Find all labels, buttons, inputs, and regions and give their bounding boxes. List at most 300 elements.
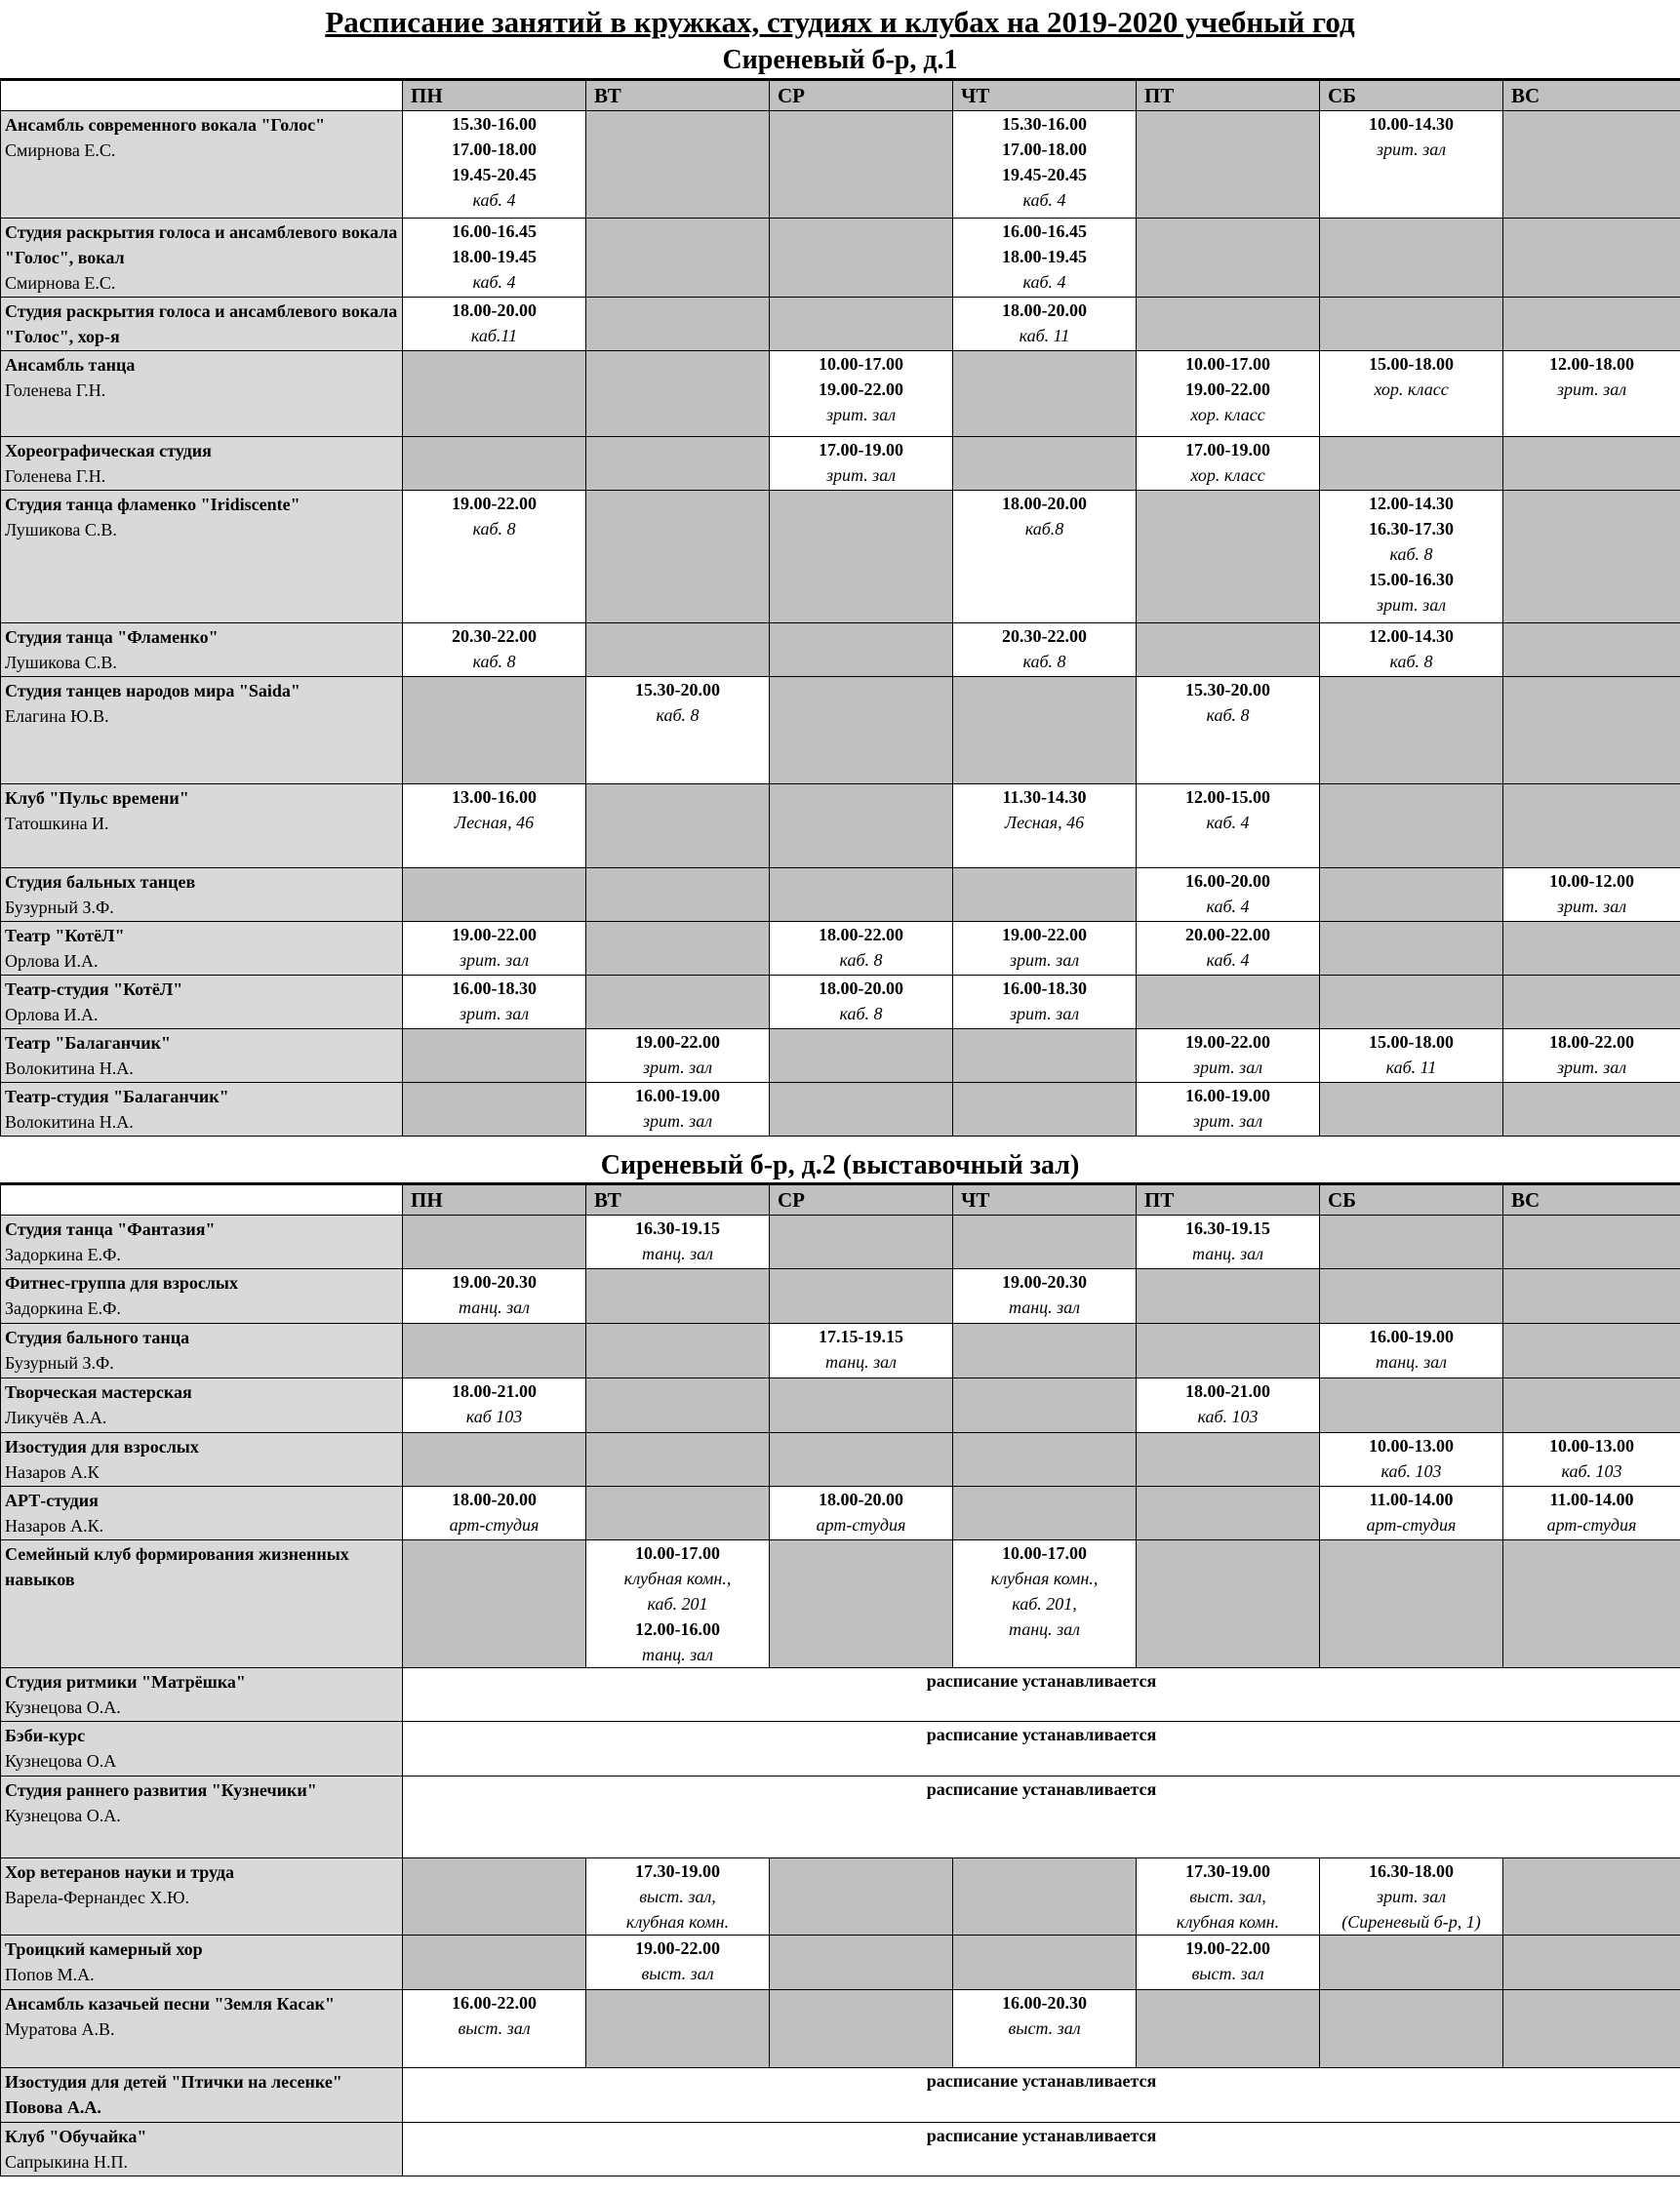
time-slot: 18.00-22.00	[770, 922, 952, 947]
activity-name: Студия танца фламенко "Iridiscente"	[5, 492, 398, 517]
time-slot: 17.00-19.00	[770, 437, 952, 462]
schedule-cell	[403, 1487, 586, 1540]
schedule-cell	[1503, 1083, 1680, 1137]
schedule-cell	[586, 922, 770, 976]
schedule-cell	[586, 111, 770, 219]
time-slot: 19.00-22.00	[403, 922, 585, 947]
activity-name: Театр "КотёЛ"	[5, 923, 398, 948]
schedule-cell	[1503, 1936, 1680, 1990]
schedule-cell	[1503, 491, 1680, 623]
schedule-cell	[1320, 623, 1503, 677]
schedule-cell	[770, 868, 953, 922]
teacher-name: Смирнова Е.С.	[5, 138, 398, 163]
schedule-cell	[403, 1433, 586, 1487]
room-label: каб. 4	[1137, 894, 1319, 919]
schedule-cell	[770, 1990, 953, 2068]
activity-name: Изостудия для взрослых	[5, 1434, 398, 1459]
schedule-cell	[586, 351, 770, 437]
schedule-cell	[1137, 868, 1320, 922]
time-slot: 16.00-19.00	[586, 1083, 769, 1108]
schedule-cell	[403, 219, 586, 298]
activity-name: Хор ветеранов науки и труда	[5, 1859, 398, 1885]
teacher-name: Лушикова С.В.	[5, 650, 398, 675]
schedule-cell	[403, 111, 586, 219]
schedule-cell	[1137, 111, 1320, 219]
schedule-cell	[770, 1378, 953, 1433]
schedule-cell	[953, 219, 1137, 298]
teacher-name: Татошкина И.	[5, 811, 398, 836]
schedule-cell	[403, 868, 586, 922]
day-header: ПН	[403, 80, 586, 111]
room-label: выст. зал,	[586, 1884, 769, 1909]
activity-name: Театр-студия "КотёЛ"	[5, 977, 398, 1002]
schedule-cell	[953, 868, 1137, 922]
room-label: каб.11	[403, 323, 585, 348]
room-label: арт-студия	[770, 1512, 952, 1537]
time-slot: 16.00-20.30	[953, 1990, 1136, 2016]
room-label: зрит. зал	[1137, 1108, 1319, 1134]
schedule-cell	[1137, 976, 1320, 1029]
schedule-cell	[1137, 1216, 1320, 1269]
activity-name: Студия раскрытия голоса и ансамблевого вокала "Голос", вокал	[5, 220, 398, 270]
schedule-cell	[953, 976, 1137, 1029]
schedule-cell	[586, 219, 770, 298]
schedule-cell	[1320, 976, 1503, 1029]
schedule-cell	[1503, 623, 1680, 677]
day-header: СР	[770, 80, 953, 111]
schedule-cell	[403, 623, 586, 677]
room-label: выст. зал,	[1137, 1884, 1319, 1909]
schedule-cell	[770, 219, 953, 298]
spacer-cell	[1, 2176, 1680, 2196]
time-slot: 16.00-22.00	[403, 1990, 585, 2016]
schedule-cell	[1137, 1324, 1320, 1378]
activity-cell	[1, 2068, 403, 2123]
schedule-table-2	[0, 1182, 1680, 2196]
activity-cell	[1, 1324, 403, 1378]
room-label: каб 103	[403, 1404, 585, 1429]
schedule-cell	[1503, 1269, 1680, 1324]
teacher-name: Бузурный З.Ф.	[5, 1350, 398, 1376]
schedule-cell	[1320, 868, 1503, 922]
time-slot: 10.00-12.00	[1503, 868, 1680, 894]
room-label: зрит. зал	[953, 947, 1136, 973]
schedule-cell	[586, 784, 770, 868]
schedule-cell	[403, 1269, 586, 1324]
table-row	[1, 623, 1680, 677]
time-slot: 19.00-20.30	[953, 1269, 1136, 1295]
room-label: зрит. зал	[586, 1108, 769, 1134]
schedule-cell	[1503, 437, 1680, 491]
schedule-cell	[1503, 1990, 1680, 2068]
table-row	[1, 868, 1680, 922]
time-slot: 16.00-19.00	[1320, 1324, 1502, 1349]
time-slot: 18.00-19.45	[953, 244, 1136, 269]
schedule-cell	[1503, 922, 1680, 976]
schedule-cell	[770, 491, 953, 623]
schedule-cell	[770, 1936, 953, 1990]
schedule-cell	[1503, 111, 1680, 219]
schedule-table-1	[0, 78, 1680, 1156]
schedule-cell	[953, 1540, 1137, 1668]
schedule-cell	[1320, 1378, 1503, 1433]
room-label: зрит. зал	[1503, 377, 1680, 402]
table-row	[1, 2123, 1680, 2176]
activity-name: Творческая мастерская	[5, 1379, 398, 1405]
table-row	[1, 922, 1680, 976]
teacher-name: Варела-Фернандес Х.Ю.	[5, 1885, 398, 1910]
schedule-cell	[586, 437, 770, 491]
room-label: выст. зал	[953, 2016, 1136, 2041]
room-label: зрит. зал	[1320, 1884, 1502, 1909]
time-slot: 19.00-22.00	[586, 1936, 769, 1961]
schedule-cell	[770, 298, 953, 351]
schedule-tbd: расписание устанавливается	[403, 2068, 1680, 2123]
schedule-cell	[1503, 1216, 1680, 1269]
schedule-cell	[1503, 976, 1680, 1029]
room-label: каб. 4	[403, 187, 585, 213]
activity-name: Ансамбль современного вокала "Голос"	[5, 112, 398, 138]
activity-cell	[1, 1936, 403, 1990]
teacher-name: Кузнецова О.А.	[5, 1695, 398, 1720]
schedule-cell	[953, 1269, 1137, 1324]
activity-cell	[1, 1540, 403, 1668]
teacher-name: Волокитина Н.А.	[5, 1056, 398, 1081]
room-label: танц. зал	[1320, 1349, 1502, 1375]
room-label: арт-студия	[403, 1512, 585, 1537]
room-label: каб. 8	[953, 649, 1136, 674]
section-1-address: Сиреневый б-р, д.1	[0, 41, 1680, 78]
schedule-cell	[1137, 1858, 1320, 1936]
schedule-cell	[953, 1324, 1137, 1378]
schedule-cell	[770, 1540, 953, 1668]
schedule-cell	[1320, 677, 1503, 784]
time-slot: 16.30-19.15	[586, 1216, 769, 1241]
schedule-cell	[403, 1936, 586, 1990]
activity-name: Бэби-курс	[5, 1723, 398, 1748]
teacher-name: Орлова И.А.	[5, 1002, 398, 1027]
time-slot: 15.30-20.00	[586, 677, 769, 702]
room-label: клубная комн.,	[586, 1566, 769, 1591]
activity-name: Студия раннего развития "Кузнечики"	[5, 1777, 398, 1803]
time-slot: 19.45-20.45	[953, 162, 1136, 187]
time-slot: 17.30-19.00	[1137, 1858, 1319, 1884]
schedule-cell	[953, 1378, 1137, 1433]
schedule-cell	[953, 1083, 1137, 1137]
room-label: каб. 201,	[953, 1591, 1136, 1617]
room-label: хор. класс	[1137, 402, 1319, 427]
room-label: зрит. зал	[1503, 894, 1680, 919]
schedule-cell	[1503, 298, 1680, 351]
activity-name: Клуб "Обучайка"	[5, 2124, 398, 2149]
activity-cell	[1, 1858, 403, 1936]
activity-name: Изостудия для детей "Птички на лесенке"	[5, 2069, 398, 2095]
activity-cell	[1, 1777, 403, 1858]
schedule-cell	[403, 1858, 586, 1936]
activity-cell	[1, 868, 403, 922]
schedule-cell	[403, 922, 586, 976]
room-label: каб. 11	[1320, 1055, 1502, 1080]
schedule-cell	[953, 111, 1137, 219]
schedule-cell	[1320, 298, 1503, 351]
schedule-cell	[1503, 784, 1680, 868]
schedule-cell	[403, 437, 586, 491]
time-slot: 15.00-18.00	[1320, 1029, 1502, 1055]
schedule-cell	[1320, 351, 1503, 437]
activity-cell	[1, 1668, 403, 1722]
schedule-cell	[586, 1269, 770, 1324]
schedule-cell	[770, 784, 953, 868]
time-slot: 10.00-17.00	[770, 351, 952, 377]
room-label: каб. 103	[1320, 1458, 1502, 1484]
schedule-cell	[1503, 1540, 1680, 1668]
room-label: танц. зал	[770, 1349, 952, 1375]
room-label: танц. зал	[403, 1295, 585, 1320]
room-label: арт-студия	[1320, 1512, 1502, 1537]
schedule-cell	[1320, 922, 1503, 976]
room-label: выст. зал	[1137, 1961, 1319, 1986]
room-label: каб.8	[953, 516, 1136, 541]
table-row	[1, 351, 1680, 437]
room-label: зрит. зал	[953, 1001, 1136, 1026]
schedule-cell	[953, 677, 1137, 784]
teacher-name: Кузнецова О.А	[5, 1748, 398, 1774]
time-slot: 19.45-20.45	[403, 162, 585, 187]
time-slot: 10.00-17.00	[586, 1540, 769, 1566]
teacher-name: Кузнецова О.А.	[5, 1803, 398, 1828]
schedule-cell	[953, 784, 1137, 868]
schedule-cell	[1503, 1433, 1680, 1487]
schedule-cell	[403, 976, 586, 1029]
time-slot: 16.00-16.45	[953, 219, 1136, 244]
activity-name: Семейный клуб формирования жизненных навыков	[5, 1541, 398, 1592]
activity-cell	[1, 437, 403, 491]
activity-name: Студия ритмики "Матрёшка"	[5, 1669, 398, 1695]
room-label: каб. 8	[770, 947, 952, 973]
teacher-name: Муратова А.В.	[5, 2016, 398, 2042]
table-row	[1, 1487, 1680, 1540]
teacher-name: Волокитина Н.А.	[5, 1109, 398, 1135]
schedule-cell	[1137, 623, 1320, 677]
schedule-cell	[770, 1029, 953, 1083]
schedule-cell	[1503, 1487, 1680, 1540]
schedule-cell	[1137, 784, 1320, 868]
room-label: каб. 8	[1320, 649, 1502, 674]
schedule-cell	[586, 868, 770, 922]
table-row	[1, 1216, 1680, 1269]
activity-name: Клуб "Пульс времени"	[5, 785, 398, 811]
room-label: выст. зал	[586, 1961, 769, 1986]
schedule-cell	[1137, 1029, 1320, 1083]
activity-name: Студия бального танца	[5, 1325, 398, 1350]
schedule-cell	[403, 1216, 586, 1269]
time-slot: 15.00-18.00	[1320, 351, 1502, 377]
schedule-tbd: расписание устанавливается	[403, 1668, 1680, 1722]
schedule-cell	[586, 1378, 770, 1433]
schedule-cell	[586, 1858, 770, 1936]
schedule-cell	[770, 1216, 953, 1269]
room-label: Лесная, 46	[953, 810, 1136, 835]
schedule-cell	[403, 1324, 586, 1378]
time-slot: 17.15-19.15	[770, 1324, 952, 1349]
room-label: клубная комн.	[1137, 1909, 1319, 1935]
schedule-cell	[1137, 1433, 1320, 1487]
activity-name: Хореографическая студия	[5, 438, 398, 463]
schedule-cell	[1137, 1378, 1320, 1433]
schedule-cell	[403, 1029, 586, 1083]
activity-cell	[1, 1216, 403, 1269]
schedule-cell	[1503, 351, 1680, 437]
time-slot: 17.00-19.00	[1137, 437, 1319, 462]
table-row	[1, 1083, 1680, 1137]
room-label: зрит. зал	[403, 947, 585, 973]
room-label: каб. 103	[1503, 1458, 1680, 1484]
time-slot: 20.30-22.00	[953, 623, 1136, 649]
schedule-cell	[1137, 219, 1320, 298]
time-slot: 19.00-22.00	[403, 491, 585, 516]
room-label: зрит. зал	[770, 462, 952, 488]
time-slot: 10.00-14.30	[1320, 111, 1502, 137]
schedule-cell	[586, 1936, 770, 1990]
table-row	[1, 1029, 1680, 1083]
room-label: зрит. зал	[403, 1001, 585, 1026]
room-label: зрит. зал	[1320, 592, 1502, 618]
time-slot: 10.00-17.00	[953, 1540, 1136, 1566]
day-header: ПТ	[1137, 1184, 1320, 1216]
table-row	[1, 1936, 1680, 1990]
time-slot: 10.00-17.00	[1137, 351, 1319, 377]
room-label: каб. 201	[586, 1591, 769, 1617]
teacher-name: Смирнова Е.С.	[5, 270, 398, 296]
table-row	[1, 298, 1680, 351]
time-slot: 18.00-20.00	[770, 1487, 952, 1512]
schedule-cell	[953, 437, 1137, 491]
time-slot: 18.00-20.00	[953, 298, 1136, 323]
schedule-cell	[770, 1858, 953, 1936]
room-label: каб. 8	[403, 516, 585, 541]
activity-name: Студия танца "Фантазия"	[5, 1217, 398, 1242]
schedule-cell	[1137, 298, 1320, 351]
schedule-cell	[770, 1324, 953, 1378]
schedule-cell	[770, 922, 953, 976]
schedule-cell	[586, 1324, 770, 1378]
activity-name: Театр-студия "Балаганчик"	[5, 1084, 398, 1109]
activity-cell	[1, 1990, 403, 2068]
schedule-cell	[1320, 111, 1503, 219]
room-label: каб. 4	[403, 269, 585, 295]
schedule-cell	[953, 491, 1137, 623]
schedule-cell	[586, 491, 770, 623]
schedule-cell	[1320, 1858, 1503, 1936]
schedule-cell	[1320, 784, 1503, 868]
teacher-name: Голенева Г.Н.	[5, 378, 398, 403]
time-slot: 15.30-16.00	[953, 111, 1136, 137]
schedule-cell	[403, 351, 586, 437]
table-row	[1, 976, 1680, 1029]
schedule-cell	[586, 1487, 770, 1540]
room-label: зрит. зал	[1503, 1055, 1680, 1080]
day-header: ЧТ	[953, 80, 1137, 111]
activity-cell	[1, 1378, 403, 1433]
schedule-cell	[1320, 1083, 1503, 1137]
room-label: зрит. зал	[770, 402, 952, 427]
schedule-cell	[953, 1029, 1137, 1083]
room-label: каб. 8	[586, 702, 769, 728]
room-label: (Сиреневый б-р, 1)	[1320, 1909, 1502, 1935]
schedule-cell	[770, 111, 953, 219]
schedule-cell	[1320, 1433, 1503, 1487]
room-label: каб. 8	[770, 1001, 952, 1026]
time-slot: 19.00-20.30	[403, 1269, 585, 1295]
schedule-cell	[403, 1378, 586, 1433]
activity-cell	[1, 1487, 403, 1540]
table-row	[1, 1378, 1680, 1433]
time-slot: 16.00-20.00	[1137, 868, 1319, 894]
room-label: зрит. зал	[1137, 1055, 1319, 1080]
spacer-row	[1, 2176, 1680, 2196]
time-slot: 16.00-16.45	[403, 219, 585, 244]
schedule-cell	[1137, 437, 1320, 491]
room-label: каб. 8	[1137, 702, 1319, 728]
schedule-cell	[953, 1216, 1137, 1269]
table-row	[1, 784, 1680, 868]
time-slot: 18.00-22.00	[1503, 1029, 1680, 1055]
schedule-cell	[586, 1216, 770, 1269]
time-slot: 17.30-19.00	[586, 1858, 769, 1884]
schedule-tbd: расписание устанавливается	[403, 1722, 1680, 1777]
teacher-name: Ликучёв А.А.	[5, 1405, 398, 1430]
schedule-cell	[1503, 1378, 1680, 1433]
time-slot: 15.30-16.00	[403, 111, 585, 137]
schedule-cell	[1137, 1083, 1320, 1137]
time-slot: 18.00-19.45	[403, 244, 585, 269]
schedule-cell	[1320, 1487, 1503, 1540]
section-2-address: Сиреневый б-р, д.2 (выставочный зал)	[0, 1147, 1680, 1182]
schedule-cell	[770, 1083, 953, 1137]
time-slot: 20.00-22.00	[1137, 922, 1319, 947]
teacher-name: Лушикова С.В.	[5, 517, 398, 542]
time-slot: 16.00-19.00	[1137, 1083, 1319, 1108]
schedule-cell	[770, 1433, 953, 1487]
schedule-cell	[586, 298, 770, 351]
schedule-cell	[1320, 1216, 1503, 1269]
schedule-cell	[953, 1858, 1137, 1936]
activity-cell	[1, 491, 403, 623]
time-slot: 16.00-18.30	[953, 976, 1136, 1001]
time-slot: 11.00-14.00	[1320, 1487, 1502, 1512]
table-row	[1, 1990, 1680, 2068]
time-slot: 18.00-21.00	[1137, 1378, 1319, 1404]
schedule-cell	[770, 677, 953, 784]
day-header: ПН	[403, 1184, 586, 1216]
schedule-cell	[953, 351, 1137, 437]
schedule-cell	[1503, 677, 1680, 784]
room-label: танц. зал	[953, 1617, 1136, 1642]
table-row	[1, 1722, 1680, 1777]
room-label: зрит. зал	[586, 1055, 769, 1080]
table-row	[1, 491, 1680, 623]
table-row	[1, 111, 1680, 219]
schedule-cell	[953, 298, 1137, 351]
time-slot: 17.00-18.00	[953, 137, 1136, 162]
teacher-name: Назаров А.К.	[5, 1513, 398, 1538]
activity-cell	[1, 1722, 403, 1777]
time-slot: 18.00-20.00	[953, 491, 1136, 516]
teacher-name: Задоркина Е.Ф.	[5, 1296, 398, 1321]
schedule-cell	[1137, 1487, 1320, 1540]
schedule-cell	[953, 623, 1137, 677]
schedule-cell	[586, 1433, 770, 1487]
